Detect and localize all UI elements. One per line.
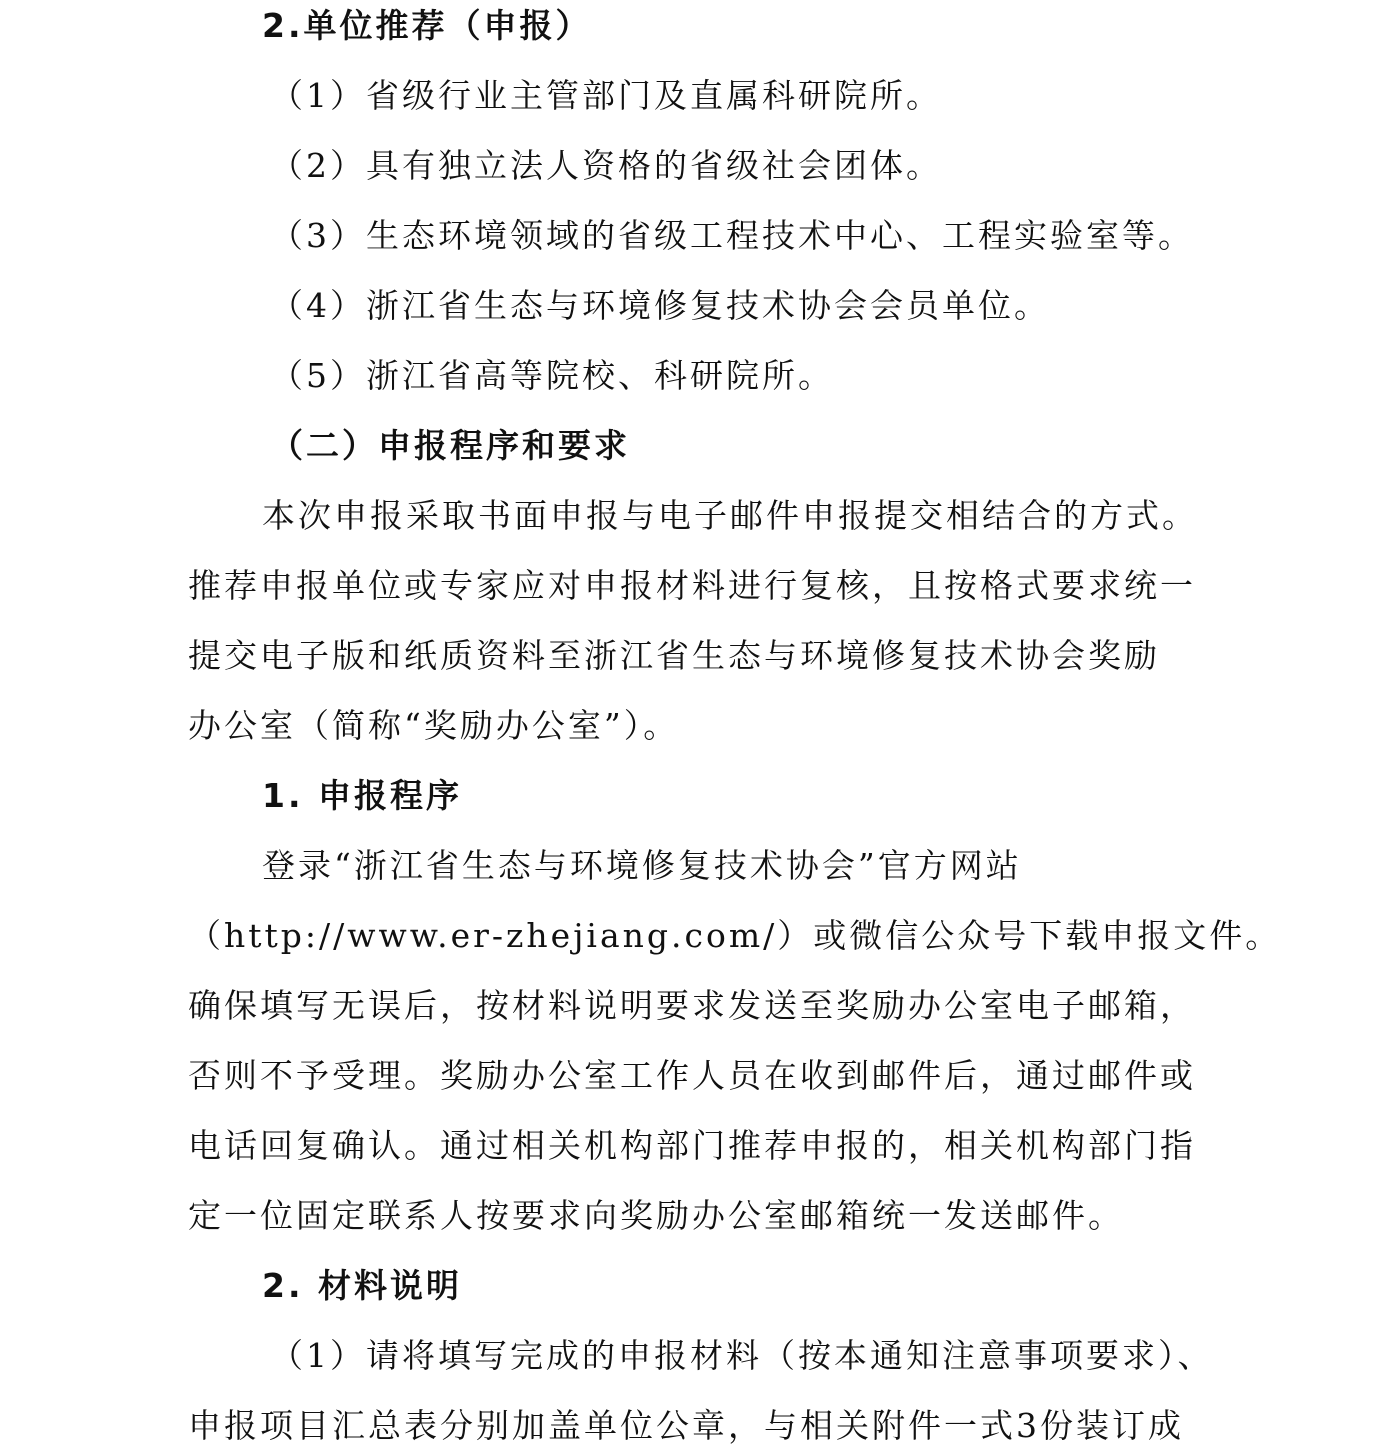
list-item: （2）具有独立法人资格的省级社会团体。 — [270, 146, 942, 185]
list-item: （3）生态环境领域的省级工程技术中心、工程实验室等。 — [270, 216, 1194, 255]
list-item: （4）浙江省生态与环境修复技术协会会员单位。 — [270, 286, 1050, 325]
subsection-heading-procedure: 1. 申报程序 — [262, 776, 462, 815]
paragraph-line: 推荐申报单位或专家应对申报材料进行复核，且按格式要求统一 — [188, 566, 1196, 605]
section-heading-procedure: （二）申报程序和要求 — [270, 426, 630, 465]
paragraph-line: 电话回复确认。通过相关机构部门推荐申报的，相关机构部门指 — [188, 1126, 1196, 1165]
paragraph-line: 本次申报采取书面申报与电子邮件申报提交相结合的方式。 — [262, 496, 1198, 535]
paragraph-line: 申报项目汇总表分别加盖单位公章，与相关附件一式3份装订成 — [188, 1406, 1184, 1445]
subsection-heading-unit-recommendation: 2.单位推荐（申报） — [262, 6, 592, 45]
list-item: （1）省级行业主管部门及直属科研院所。 — [270, 76, 942, 115]
paragraph-line: （1）请将填写完成的申报材料（按本通知注意事项要求）、 — [270, 1336, 1214, 1375]
paragraph-line: 登录“浙江省生态与环境修复技术协会”官方网站 — [262, 846, 1022, 885]
paragraph-line: 提交电子版和纸质资料至浙江省生态与环境修复技术协会奖励 — [188, 636, 1160, 675]
paragraph-line: 确保填写无误后，按材料说明要求发送至奖励办公室电子邮箱， — [188, 986, 1196, 1025]
subsection-heading-materials: 2. 材料说明 — [262, 1266, 462, 1305]
list-item: （5）浙江省高等院校、科研院所。 — [270, 356, 834, 395]
paragraph-line: 定一位固定联系人按要求向奖励办公室邮箱统一发送邮件。 — [188, 1196, 1124, 1235]
paragraph-line-url: （http://www.er-zhejiang.com/）或微信公众号下载申报文件。 — [188, 916, 1282, 955]
paragraph-line: 办公室（简称“奖励办公室”）。 — [188, 706, 680, 745]
paragraph-line: 否则不予受理。奖励办公室工作人员在收到邮件后，通过邮件或 — [188, 1056, 1196, 1095]
